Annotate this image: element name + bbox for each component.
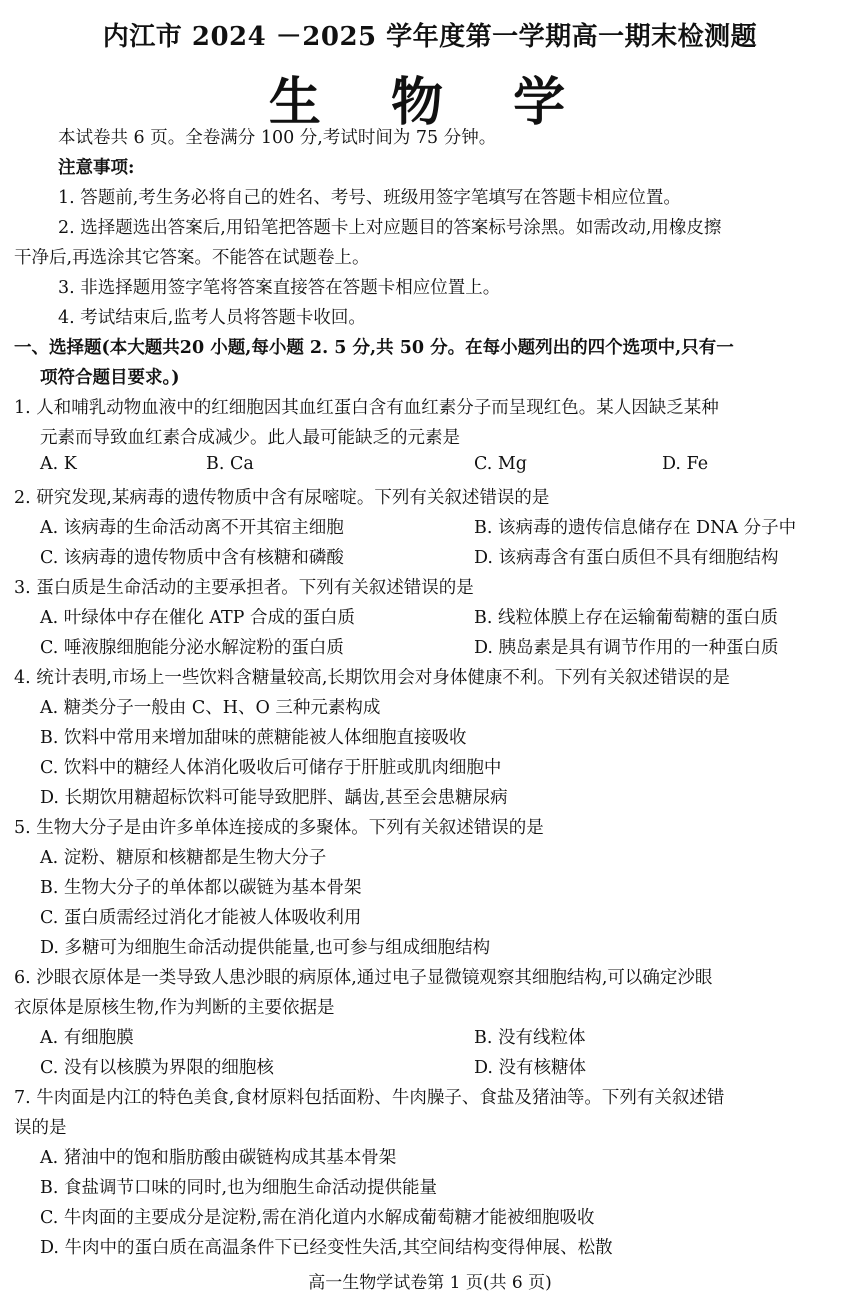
option: B. 饮料中常用来增加甜味的蔗糖能被人体细胞直接吸收 (40, 728, 467, 748)
question-stem: 7. 牛肉面是内江的特色美食,食材原料包括面粉、牛肉臊子、食盐及猪油等。下列有关叙述错 (14, 1088, 725, 1108)
option: D. 多糖可为细胞生命活动提供能量,也可参与组成细胞结构 (40, 938, 491, 958)
section-heading: 一、选择题(本大题共20 小题,每小题 2. 5 分,共 50 分。在每小题列出的四个选项中,只有一 (14, 338, 734, 358)
note-item: 1. 答题前,考生务必将自己的姓名、考号、班级用签字笔填写在答题卡相应位置。 (58, 188, 681, 208)
notes-heading: 注意事项: (58, 158, 135, 178)
option: D. 该病毒含有蛋白质但不具有细胞结构 (474, 548, 779, 568)
option: D. Fe (662, 454, 709, 474)
option: A. 该病毒的生命活动离不开其宿主细胞 (40, 518, 344, 538)
exam-title: 内江市 2024 －2025 学年度第一学期高一期末检测题 (102, 22, 758, 52)
question-stem: 衣原体是原核生物,作为判断的主要依据是 (14, 998, 335, 1018)
note-item: 2. 选择题选出答案后,用铅笔把答题卡上对应题目的答案标号涂黑。如需改动,用橡皮擦 (58, 218, 722, 238)
note-item: 4. 考试结束后,监考人员将答题卡收回。 (58, 308, 366, 328)
exam-intro: 本试卷共 6 页。全卷满分 100 分,考试时间为 75 分钟。 (58, 128, 497, 148)
option: B. 没有线粒体 (474, 1028, 586, 1048)
question-stem: 4. 统计表明,市场上一些饮料含糖量较高,长期饮用会对身体健康不利。下列有关叙述错误的是 (14, 668, 730, 688)
option: A. K (40, 454, 77, 474)
option: D. 长期饮用糖超标饮料可能导致肥胖、龋齿,甚至会患糖尿病 (40, 788, 508, 808)
page-footer: 高一生物学试卷第 1 页(共 6 页) (308, 1273, 552, 1293)
option: D. 没有核糖体 (474, 1058, 587, 1078)
option: C. 该病毒的遗传物质中含有核糖和磷酸 (40, 548, 344, 568)
option: C. Mg (474, 454, 528, 474)
note-item: 干净后,再选涂其它答案。不能答在试题卷上。 (14, 248, 370, 268)
question-stem: 5. 生物大分子是由许多单体连接成的多聚体。下列有关叙述错误的是 (14, 818, 544, 838)
option: C. 唾液腺细胞能分泌水解淀粉的蛋白质 (40, 638, 344, 658)
question-stem: 元素而导致血红素合成减少。此人最可能缺乏的元素是 (40, 428, 460, 448)
question-stem: 2. 研究发现,某病毒的遗传物质中含有尿嘧啶。下列有关叙述错误的是 (14, 488, 550, 508)
note-item: 3. 非选择题用签字笔将答案直接答在答题卡相应位置上。 (58, 278, 501, 298)
option: A. 猪油中的饱和脂肪酸由碳链构成其基本骨架 (40, 1148, 397, 1168)
option: C. 蛋白质需经过消化才能被人体吸收利用 (40, 908, 362, 928)
question-stem: 3. 蛋白质是生命活动的主要承担者。下列有关叙述错误的是 (14, 578, 474, 598)
question-stem: 误的是 (14, 1118, 67, 1138)
option: A. 糖类分子一般由 C、H、O 三种元素构成 (40, 698, 381, 718)
option: A. 叶绿体中存在催化 ATP 合成的蛋白质 (40, 608, 356, 628)
option: B. Ca (206, 454, 254, 474)
option: B. 线粒体膜上存在运输葡萄糖的蛋白质 (474, 608, 778, 628)
option: D. 牛肉中的蛋白质在高温条件下已经变性失活,其空间结构变得伸展、松散 (40, 1238, 613, 1258)
option: C. 饮料中的糖经人体消化吸收后可储存于肝脏或肌肉细胞中 (40, 758, 502, 778)
question-stem: 1. 人和哺乳动物血液中的红细胞因其血红蛋白含有血红素分子而呈现红色。某人因缺乏某种 (14, 398, 719, 418)
option: A. 淀粉、糖原和核糖都是生物大分子 (40, 848, 327, 868)
option: B. 食盐调节口味的同时,也为细胞生命活动提供能量 (40, 1178, 438, 1198)
question-stem: 6. 沙眼衣原体是一类导致人患沙眼的病原体,通过电子显微镜观察其细胞结构,可以确定沙眼 (14, 968, 713, 988)
option: C. 牛肉面的主要成分是淀粉,需在消化道内水解成葡萄糖才能被细胞吸收 (40, 1208, 595, 1228)
option: B. 该病毒的遗传信息储存在 DNA 分子中 (474, 518, 797, 538)
option: A. 有细胞膜 (40, 1028, 134, 1048)
section-heading-cont: 项符合题目要求。) (40, 368, 180, 388)
subject-title: 生 物 学 (268, 72, 592, 133)
option: D. 胰岛素是具有调节作用的一种蛋白质 (474, 638, 779, 658)
option: B. 生物大分子的单体都以碳链为基本骨架 (40, 878, 362, 898)
option: C. 没有以核膜为界限的细胞核 (40, 1058, 274, 1078)
